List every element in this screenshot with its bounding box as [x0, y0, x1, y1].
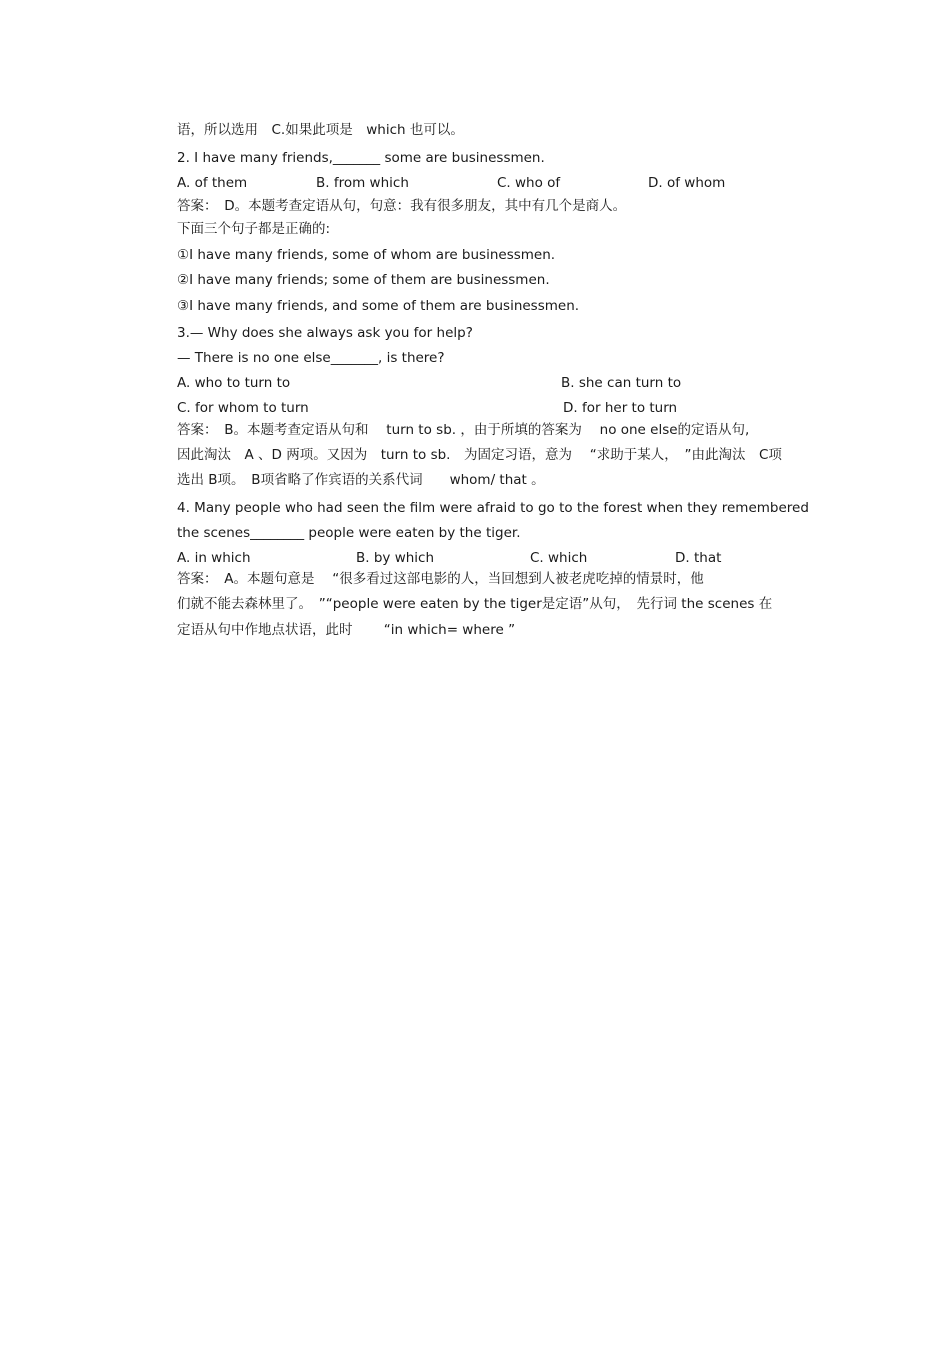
q2-option-a: A. of them [177, 175, 248, 191]
q2-answer: 答案： D。本题考查定语从句，句意：我有很多朋友，其中有几个是商人。 [177, 198, 627, 214]
q2-sentence-2: ②I have many friends; some of them are businessmen. [177, 272, 550, 288]
q4-answer-2: 们就不能去森林里了。 ”“people were eaten by the tiger是定语”从句， 先行词 the scenes 在 [177, 596, 773, 612]
q3-option-d: D. for her to turn [563, 400, 678, 416]
q3-option-c: C. for whom to turn [177, 400, 309, 416]
question-3-line-1: 3.— Why does she always ask you for help? [177, 325, 473, 341]
question-4-line-1: 4. Many people who had seen the film were afraid to go to the forest when they remembered [177, 500, 809, 516]
q2-note: 下面三个句子都是正确的: [177, 221, 331, 237]
q3-option-a: A. who to turn to [177, 375, 291, 391]
q3-answer-3: 选出 B项。 B项省略了作宾语的关系代词 whom/ that 。 [177, 472, 545, 488]
q4-option-c: C. which [530, 550, 588, 566]
q2-sentence-1: ①I have many friends, some of whom are businessmen. [177, 247, 556, 263]
text-line: 语，所以选用 C.如果此项是 which 也可以。 [177, 122, 464, 138]
q2-option-d: D. of whom [648, 175, 726, 191]
q4-option-b: B. by which [356, 550, 435, 566]
q4-option-a: A. in which [177, 550, 251, 566]
q4-answer-3: 定语从句中作地点状语，此时 “in which= where ” [177, 622, 516, 638]
q2-option-b: B. from which [316, 175, 409, 191]
q2-sentence-3: ③I have many friends, and some of them are businessmen. [177, 298, 580, 314]
q2-option-c: C. who of [497, 175, 561, 191]
question-3-line-2: — There is no one else_______, is there? [177, 350, 445, 366]
q3-option-b: B. she can turn to [561, 375, 682, 391]
q3-answer-2: 因此淘汰 A 、D 两项。又因为 turn to sb. 为固定习语，意为 “求助于某人， ”由此淘汰 C项 [177, 447, 782, 463]
q3-answer-1: 答案： B。本题考查定语从句和 turn to sb. ，由于所填的答案为 no one else的定语从句, [177, 422, 750, 438]
q4-answer-1: 答案： A。本题句意是 “很多看过这部电影的人，当回想到人被老虎吃掉的情景时，他 [177, 571, 704, 587]
question-2: 2. I have many friends,_______ some are businessmen. [177, 150, 545, 166]
question-4-line-2: the scenes________ people were eaten by the tiger. [177, 525, 521, 541]
q4-option-d: D. that [675, 550, 722, 566]
